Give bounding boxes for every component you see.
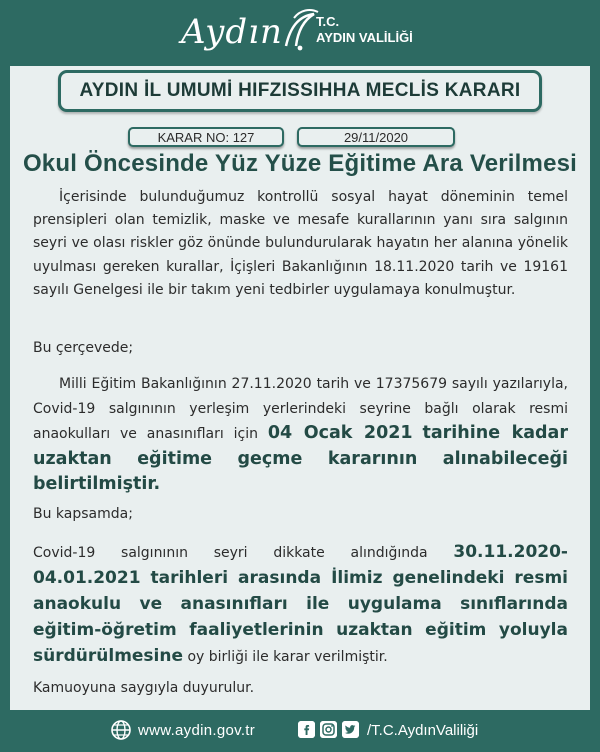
aydin-logo-script: Aydın (181, 12, 283, 52)
paragraph-3 (33, 372, 568, 498)
paragraph-1: İçerisinde bulunduğumuz kontrollü sosyal hayat döneminin temel prensipleri olan temizlik, maske ve mesafe kurallarının yanı sıra salgının seyri ve olası riskler göz önünde bulundurularak hayatın her alanına yönelik uyulması gereken kurallar, İçişleri Bakanlığının 18.11.2020 tarih ve 19161 sayılı Genelgesi ile bir takım yeni tedbirler uygulamaya konulmuştur. (33, 189, 568, 298)
valilik-text: AYDIN VALİLİĞİ (316, 30, 413, 45)
instagram-icon[interactable] (320, 721, 337, 738)
logo-swirl-icon (280, 6, 320, 54)
paragraph-3-bold: tarihine kadar uzaktan eğitime geçme kararının alınabileceği belirtilmiştir. (33, 423, 568, 494)
paragraph-5 (33, 540, 568, 670)
paragraph-5-text-b: oy birliği ile karar verilmiştir. (187, 649, 388, 665)
globe-icon (110, 719, 132, 741)
website-link[interactable]: www.aydin.gov.tr (138, 722, 256, 739)
tc-text: T.C. (316, 14, 340, 29)
footer (0, 710, 600, 752)
valilik-label (316, 14, 413, 46)
karar-no-badge: KARAR NO: 127 (128, 127, 284, 147)
headline: Okul Öncesinde Yüz Yüze Eğitime Ara Verilmesi (22, 150, 578, 177)
header (0, 0, 600, 66)
twitter-icon[interactable] (342, 721, 359, 738)
date-badge: 29/11/2020 (297, 127, 455, 147)
decision-title: AYDIN İL UMUMİ HIFZISSIHHA MECLİS KARARI (79, 80, 521, 101)
paragraph-3-date: 04 Ocak 2021 (267, 423, 413, 443)
paragraph-4: Bu kapsamda; (33, 506, 133, 522)
paragraph-5-text-a: Covid-19 salgınının seyri dikkate alındığında (33, 545, 428, 561)
social-handle[interactable]: /T.C.AydınValiliği (367, 722, 479, 739)
paragraph-5-bold: 30.11.2020-04.01.2021 tarihleri arasında İlimiz genelindeki resmi anaokulu ve anasınıfları ile uygulama sınıflarında eğitim-öğretim faaliyetlerinin uzaktan eğitim yoluyla sürdürülmesine (33, 542, 568, 666)
paragraph-2: Bu çerçevede; (33, 340, 134, 356)
paragraph-3-text: Milli Eğitim Bakanlığının 27.11.2020 tarih ve 17375679 sayılı yazılarıyla, Covid-19 salgınının yerleşim yerlerindeki seyrine bağlı olarak resmi anaokulları ve anasınıfları için (33, 376, 568, 442)
facebook-icon[interactable] (298, 721, 315, 738)
paragraph-6: Kamuoyuna saygıyla duyurulur. (33, 680, 255, 696)
decision-title-box (58, 70, 542, 112)
